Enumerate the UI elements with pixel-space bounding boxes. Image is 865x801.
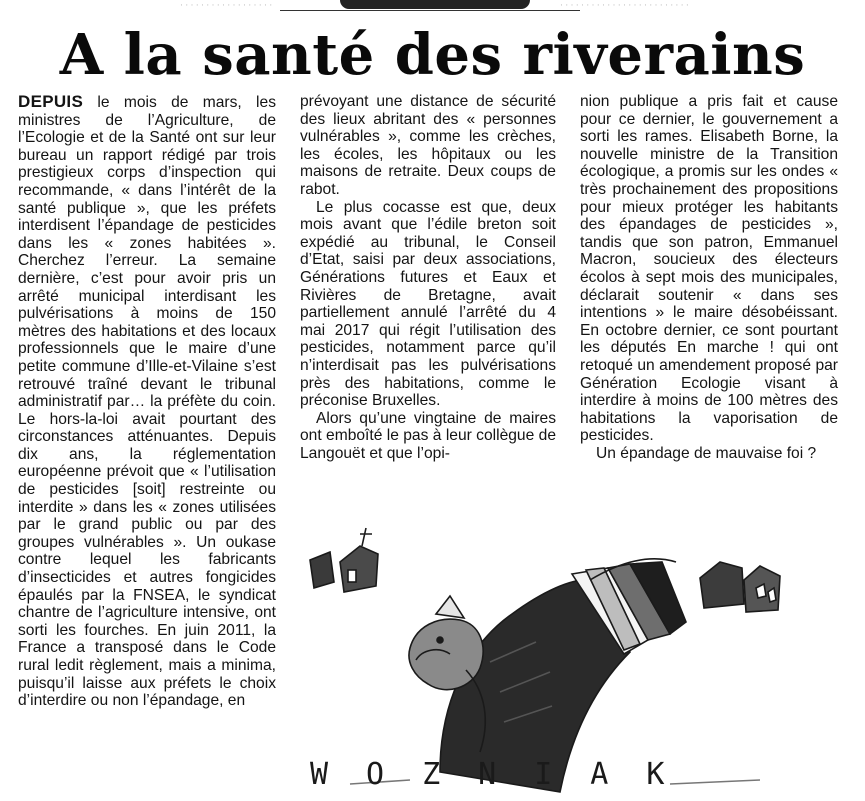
banner-rule <box>280 10 580 11</box>
article-paragraph: Le plus cocasse est que, deux mois avant que l’édile breton soit expédié au tribunal, le Conseil d’Etat, saisi par deux associations, Générations futures et Eaux et Rivières de Bretagne, avait partiellement annulé l’arrêté du 4 mai 2017 qui régit l’utilisation des pesticides, notamment parce qu’il n’interdisait pas les pulvérisations près des habitations, comme le préconise Bruxelles. <box>300 198 556 410</box>
article-paragraph: Alors qu’une vingtaine de maires ont emboîté le pas à leur collègue de Langouët et que l’opi- <box>300 409 556 462</box>
bleed-through-text: · · · · · · · · · · · · · · · · · · <box>180 0 273 10</box>
top-strip <box>0 0 865 22</box>
article-headline: A la santé des riverains <box>59 22 806 88</box>
article-paragraph: prévoyant une distance de sécurité des lieux abritant des « personnes vulnérables », comme les crèches, les écoles, les hôpitaux ou les maisons de retraite. Deux coups de rabot. <box>300 93 556 198</box>
village-houses-drawing <box>700 562 780 612</box>
article-paragraph: nion publique a pris fait et cause pour ce dernier, le gouvernement a sorti les rames. Elisabeth Borne, la nouvelle ministre de la Transition écologique, a promis sur les ondes « très prochainement des propositions pour mieux protéger les habitants des épandages de pesticides », tandis que son patron, Emmanuel Macron, soucieux des électeurs écolos à sept mois des municipales, déclarait soutenir « dans ses intentions » le maire désobéissant. En octobre dernier, ce sont pourtant les députés En marche ! qui ont retoqué un amendement proposé par Génération Ecologie visant à interdire à moins de 100 mètres des habitations la vaporisation de pesticides. <box>580 93 838 445</box>
cartoonist-signature: WOZNIAK <box>310 757 703 792</box>
section-banner-graphic <box>340 0 530 9</box>
cartoon-illustration <box>290 522 850 797</box>
cartoon-drawing <box>290 522 850 797</box>
article-column-1 <box>18 93 276 710</box>
article-closing-line: Un épandage de mauvaise foi ? <box>596 444 817 462</box>
village-church-drawing <box>310 528 378 592</box>
lede-word: DEPUIS <box>18 92 84 111</box>
bleed-through-text: · · · · · · · · · · · · · · · · · · · · · · · · · <box>560 0 689 10</box>
article-paragraph <box>18 93 276 710</box>
article-column-2 <box>300 93 556 462</box>
article-column-3 <box>580 93 838 462</box>
column1-body: le mois de mars, les ministres de l’Agriculture, de l’Ecologie et de la Santé ont sur leur bureau un rapport rédigé par trois prestigieux corps d’inspection qui recommande, « dans l’intérêt de la santé publique », que les préfets interdisent l’épandage de pesticides dans les « zones habitées ». Cherchez l’erreur. La semaine dernière, c’est pour avoir pris un arrêté municipal interdisant les pulvérisations à moins de 150 mètres des habitations et des locaux professionnels que le maire d’une petite commune d’Ille-et-Vilaine s’est retrouvé traîné devant le tribunal administratif par… la préfète du coin. Le hors-la-loi avait pourtant des circonstances atténuantes. Depuis dix ans, la réglementation européenne prévoit que « l’utilisation de pesticides [soit] restreinte ou interdite » dans les « zones utilisées par le grand public ou par des groupes vulnérables ». Un oukase contre lequel les fabricants d’insecticides et autres fongicides épaulés par la FNSEA, le syndicat chantre de l’agriculture intensive, ont sorti les fourches. En juin 2011, la France a transposé dans le Code rural ledit règlement, mais a minima, puisqu’il laisse aux préfets le choix d’interdire ou non l’épandage, en <box>18 94 276 710</box>
